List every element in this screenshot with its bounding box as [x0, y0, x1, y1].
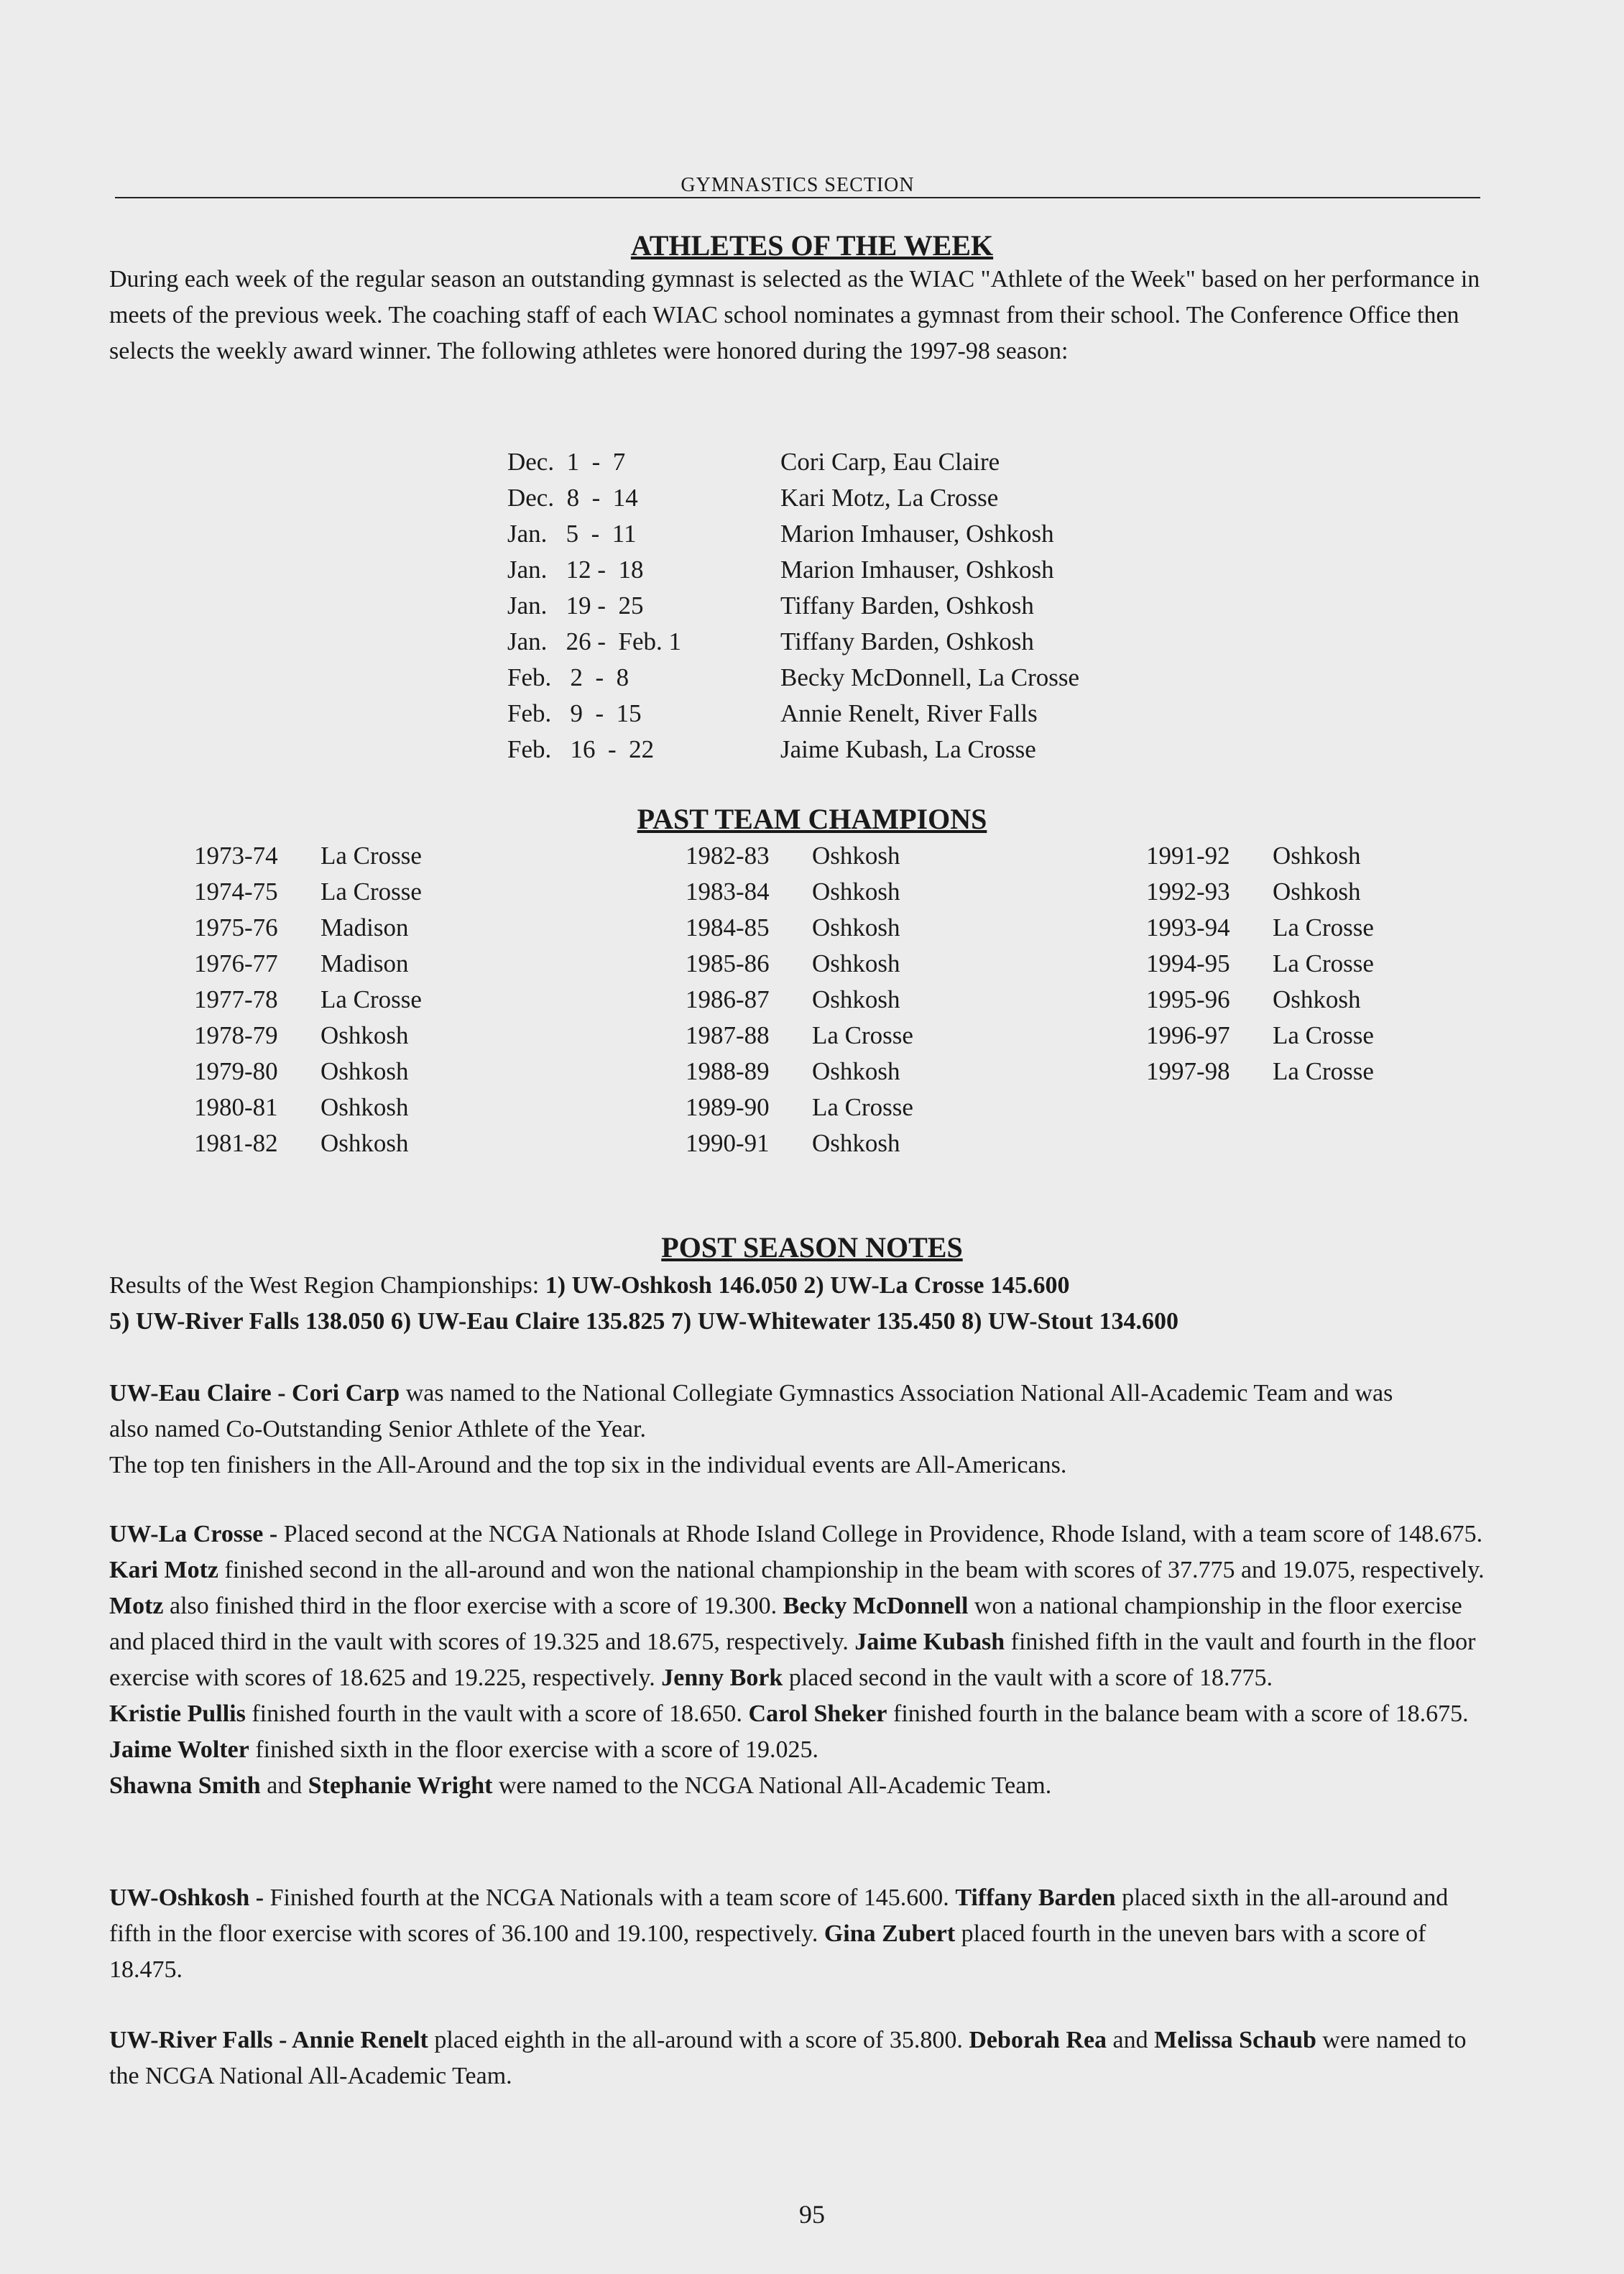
river-falls-note: [109, 2022, 1489, 2094]
note-text: won a national championship in the floor exercise and placed third in the vault with scores of 19.325 and 18.675, respectively.: [109, 1593, 1462, 1655]
athlete-name: Carol Sheker: [748, 1700, 887, 1727]
champions-column-3: [1146, 838, 1374, 1090]
note-text: were named to the NCGA National All-Academic Team.: [492, 1772, 1052, 1799]
note-text: and: [1107, 2027, 1155, 2053]
champion-row: [1146, 982, 1374, 1018]
champion-team: La Crosse: [320, 985, 422, 1013]
athlete-week-row: [507, 660, 1226, 696]
athlete-name: Jaime Wolter: [109, 1736, 249, 1763]
note-text: finished fourth in the balance beam with a score of 18.675.: [887, 1700, 1469, 1727]
note-text: Placed second at the NCGA Nationals at Rhode Island College in Providence, Rhode Island, with a team score of 148.675.: [277, 1521, 1483, 1547]
region-line-2: 5) UW-River Falls 138.050 6) UW-Eau Claire 135.825 7) UW-Whitewater 135.450 8) UW-Stout 134.600: [109, 1308, 1178, 1335]
section-header-text: GYMNASTICS SECTION: [680, 174, 915, 196]
champion-team: La Crosse: [1273, 1021, 1374, 1049]
week-date: Dec. 1 - 7: [507, 448, 626, 476]
week-date: Dec. 8 - 14: [507, 484, 638, 512]
champion-row: [194, 910, 422, 946]
champion-team: Oshkosh: [812, 878, 900, 906]
champion-year: 1985-86: [686, 949, 770, 977]
champion-year: 1991-92: [1146, 842, 1230, 870]
athlete-name: Kari Motz, La Crosse: [780, 484, 999, 512]
all-american-note: The top ten finishers in the All-Around and the top six in the individual events are All-Americans.: [109, 1452, 1067, 1478]
eau-claire-lead: UW-Eau Claire - Cori Carp: [109, 1380, 400, 1407]
champion-row: [1146, 1054, 1374, 1090]
champion-row: [194, 838, 422, 874]
page-number: 95: [799, 2200, 825, 2229]
champion-year: 1994-95: [1146, 949, 1230, 977]
region-label: Results of the West Region Championships:: [109, 1272, 545, 1299]
champion-year: 1978-79: [194, 1021, 278, 1049]
athlete-name: Kristie Pullis: [109, 1700, 246, 1727]
note-text: placed second in the vault with a score of 18.775.: [783, 1665, 1273, 1691]
champions-title: PAST TEAM CHAMPIONS: [637, 803, 987, 835]
champion-year: 1986-87: [686, 985, 770, 1013]
note-text: also finished third in the floor exercise with a score of 19.300.: [163, 1593, 783, 1619]
champion-team: Oshkosh: [1273, 878, 1361, 906]
week-date: Feb. 9 - 15: [507, 699, 642, 727]
champions-column-1: [194, 838, 422, 1161]
champion-row: [686, 1018, 913, 1054]
champion-year: 1987-88: [686, 1021, 770, 1049]
athlete-name: Jaime Kubash: [854, 1629, 1005, 1655]
champion-row: [686, 838, 913, 874]
champion-year: 1992-93: [1146, 878, 1230, 906]
athlete-week-row: [507, 516, 1226, 552]
champion-year: 1989-90: [686, 1093, 770, 1121]
athletes-title: ATHLETES OF THE WEEK: [630, 229, 994, 262]
champion-year: 1981-82: [194, 1129, 278, 1157]
week-date: Jan. 5 - 11: [507, 520, 637, 548]
champion-row: [686, 982, 913, 1018]
oshkosh-lead: UW-Oshkosh -: [109, 1884, 264, 1911]
athlete-week-row: [507, 696, 1226, 732]
champion-year: 1982-83: [686, 842, 770, 870]
champion-row: [194, 982, 422, 1018]
athlete-name: Motz: [109, 1593, 164, 1619]
athlete-name: Stephanie Wright: [308, 1772, 493, 1799]
athlete-name: Marion Imhauser, Oshkosh: [780, 556, 1054, 584]
athlete-name: Annie Renelt, River Falls: [780, 699, 1038, 727]
champion-team: La Crosse: [1273, 1057, 1374, 1085]
athlete-name: Jaime Kubash, La Crosse: [780, 735, 1036, 763]
champion-year: 1993-94: [1146, 913, 1230, 942]
champion-team: Oshkosh: [1273, 985, 1361, 1013]
notes-title: POST SEASON NOTES: [661, 1231, 963, 1263]
athlete-name: Tiffany Barden: [955, 1884, 1116, 1911]
eau-claire-note: [109, 1376, 1403, 1483]
champion-team: Oshkosh: [812, 985, 900, 1013]
champion-team: Oshkosh: [320, 1057, 409, 1085]
athlete-name: Becky McDonnell: [783, 1593, 969, 1619]
champion-team: La Crosse: [1273, 949, 1374, 977]
athletes-intro: During each week of the regular season an outstanding gymnast is selected as the WIAC "Athlete of the Week" based on her performance in meets of the previous week. The coaching staff of each WIAC school nominates a gymnast from their school. The Conference Office then selects the weekly award winner. The following athletes were honored during the 1997-98 season:: [109, 266, 1480, 364]
athlete-name: Marion Imhauser, Oshkosh: [780, 520, 1054, 548]
champion-row: [686, 946, 913, 982]
la-crosse-note: [109, 1516, 1489, 1804]
champion-row: [194, 1090, 422, 1126]
champion-row: [686, 1090, 913, 1126]
champion-year: 1990-91: [686, 1129, 770, 1157]
athlete-name: Kari Motz: [109, 1557, 218, 1583]
champion-team: Oshkosh: [812, 1057, 900, 1085]
champion-year: 1973-74: [194, 842, 278, 870]
athlete-name: Cori Carp, Eau Claire: [780, 448, 1000, 476]
champion-year: 1984-85: [686, 913, 770, 942]
champion-row: [1146, 910, 1374, 946]
champion-row: [194, 946, 422, 982]
champion-team: La Crosse: [320, 878, 422, 906]
champion-row: [1146, 946, 1374, 982]
note-text: were named to the NCGA National All-Academic Team.: [109, 2027, 1467, 2089]
champion-year: 1974-75: [194, 878, 278, 906]
champion-row: [194, 1054, 422, 1090]
champion-year: 1980-81: [194, 1093, 278, 1121]
champion-year: 1997-98: [1146, 1057, 1230, 1085]
champion-team: Oshkosh: [320, 1129, 409, 1157]
champion-year: 1995-96: [1146, 985, 1230, 1013]
eau-claire-text: was named to the National Collegiate Gymnastics Association National All-Academic Team and was also named Co-Outstanding Senior Athlete of the Year.: [109, 1380, 1393, 1442]
region-line-1: 1) UW-Oshkosh 146.050 2) UW-La Crosse 145.600: [545, 1272, 1070, 1299]
river-falls-lead: UW-River Falls - Annie Renelt: [109, 2027, 428, 2053]
athlete-name: Tiffany Barden, Oshkosh: [780, 591, 1034, 620]
week-date: Feb. 2 - 8: [507, 663, 629, 691]
champion-team: La Crosse: [1273, 913, 1374, 942]
athlete-name: Deborah Rea: [969, 2027, 1107, 2053]
week-date: Jan. 19 - 25: [507, 591, 644, 620]
note-text: placed sixth in the all-around and fifth in the floor exercise with scores of 36.100 and 19.100, respectively.: [109, 1884, 1449, 1947]
athlete-week-row: [507, 444, 1226, 480]
champion-row: [686, 1126, 913, 1161]
region-results: [109, 1268, 1489, 1340]
note-text: placed fourth in the uneven bars with a score of 18.475.: [109, 1920, 1426, 1983]
champion-row: [686, 874, 913, 910]
week-date: Jan. 26 - Feb. 1: [507, 627, 682, 655]
champion-year: 1976-77: [194, 949, 278, 977]
athlete-week-row: [507, 552, 1226, 588]
athlete-week-row: [507, 480, 1226, 516]
athlete-name: Jenny Bork: [661, 1665, 783, 1691]
week-date: Jan. 12 - 18: [507, 556, 644, 584]
champion-row: [194, 874, 422, 910]
note-text: Finished fourth at the NCGA Nationals with a team score of 145.600.: [264, 1884, 956, 1911]
champion-team: La Crosse: [812, 1021, 913, 1049]
athlete-name: Gina Zubert: [823, 1920, 956, 1947]
la-crosse-lead: UW-La Crosse -: [109, 1521, 278, 1547]
note-text: finished second in the all-around and won the national championship in the beam with scores of 37.775 and 19.075, respectively.: [218, 1557, 1485, 1583]
athlete-name: Melissa Schaub: [1154, 2027, 1316, 2053]
athlete-week-row: [507, 624, 1226, 660]
athletes-list: [507, 444, 1226, 768]
champion-row: [194, 1126, 422, 1161]
champion-team: Oshkosh: [812, 1129, 900, 1157]
champion-team: Oshkosh: [320, 1021, 409, 1049]
athlete-name: Shawna Smith: [109, 1772, 261, 1799]
champion-row: [194, 1018, 422, 1054]
athlete-name: Tiffany Barden, Oshkosh: [780, 627, 1034, 655]
champion-year: 1996-97: [1146, 1021, 1230, 1049]
champion-row: [686, 1054, 913, 1090]
athlete-name: Becky McDonnell, La Crosse: [780, 663, 1080, 691]
section-header: [115, 170, 1480, 198]
champion-team: La Crosse: [320, 842, 422, 870]
champion-team: La Crosse: [812, 1093, 913, 1121]
note-text: finished fifth in the vault and fourth in the floor exercise with scores of 18.625 and 19.225, respectively.: [109, 1629, 1476, 1691]
champion-row: [1146, 874, 1374, 910]
champion-row: [686, 910, 913, 946]
champions-column-2: [686, 838, 913, 1161]
champion-year: 1979-80: [194, 1057, 278, 1085]
champion-team: Oshkosh: [812, 913, 900, 942]
champion-team: Madison: [320, 913, 409, 942]
note-text: and: [260, 1772, 308, 1799]
champion-year: 1988-89: [686, 1057, 770, 1085]
note-text: finished sixth in the floor exercise with a score of 19.025.: [249, 1736, 819, 1763]
champion-row: [1146, 1018, 1374, 1054]
champion-team: Oshkosh: [812, 842, 900, 870]
note-text: placed eighth in the all-around with a score of 35.800.: [428, 2027, 969, 2053]
athlete-week-row: [507, 588, 1226, 624]
champion-team: Oshkosh: [1273, 842, 1361, 870]
week-date: Feb. 16 - 22: [507, 735, 655, 763]
champion-team: Oshkosh: [812, 949, 900, 977]
champion-team: Madison: [320, 949, 409, 977]
champion-year: 1983-84: [686, 878, 770, 906]
champion-team: Oshkosh: [320, 1093, 409, 1121]
champion-year: 1977-78: [194, 985, 278, 1013]
oshkosh-note: [109, 1880, 1489, 1988]
champion-row: [1146, 838, 1374, 874]
note-text: finished fourth in the vault with a score of 18.650.: [245, 1700, 749, 1727]
champion-year: 1975-76: [194, 913, 278, 942]
athlete-week-row: [507, 732, 1226, 768]
